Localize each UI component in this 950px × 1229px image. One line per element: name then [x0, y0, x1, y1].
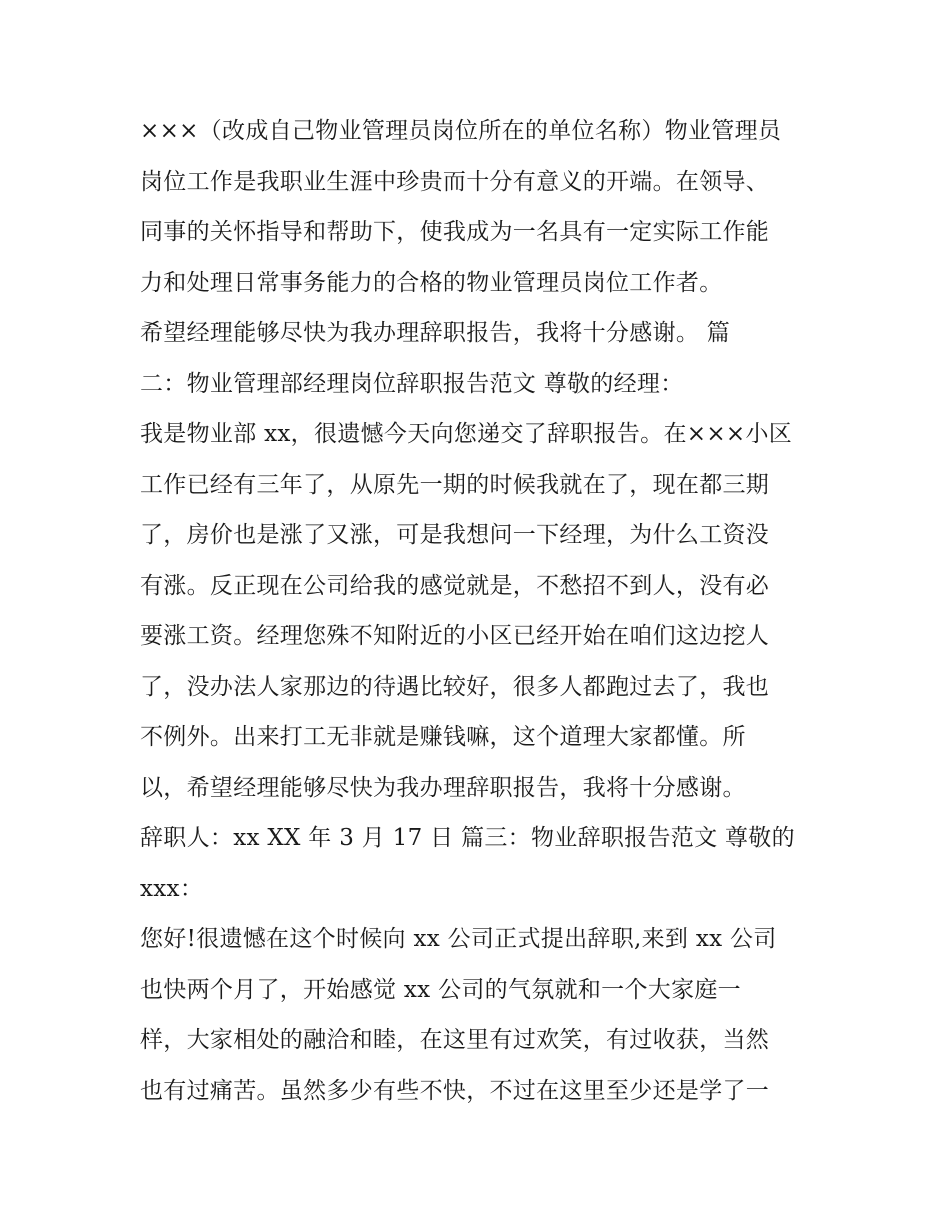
text-line: 有涨。反正现在公司给我的感觉就是，不愁招不到人，没有必 — [140, 572, 770, 599]
text-line: 力和处理日常事务能力的合格的物业管理员岗位工作者。 — [140, 269, 723, 296]
text-line: 以，希望经理能够尽快为我办理辞职报告，我将十分感谢。 — [140, 774, 746, 801]
text-line: 了，没办法人家那边的待遇比较好，很多人都跑过去了，我也 — [140, 673, 770, 700]
text-line: 辞职人：xx XX 年 3 月 17 日 篇三：物业辞职报告范文 尊敬的 — [140, 825, 795, 851]
text-line: 同事的关怀指导和帮助下，使我成为一名具有一定实际工作能 — [140, 219, 770, 245]
text-line: 我是物业部 xx，很遗憾今天向您递交了辞职报告。在×××小区 — [140, 421, 793, 447]
text-line: 工作已经有三年了，从原先一期的时候我就在了，现在都三期 — [140, 471, 770, 498]
text-line: 样，大家相处的融洽和睦，在这里有过欢笑，有过收获，当然 — [140, 1027, 770, 1053]
text-line: 了，房价也是涨了又涨，可是我想问一下经理，为什么工资没 — [140, 522, 770, 548]
text-line: ×××（改成自己物业管理员岗位所在的单位名称）物业管理员 — [140, 118, 782, 144]
text-line: 也快两个月了，开始感觉 xx 公司的气氛就和一个大家庭一 — [140, 976, 741, 1003]
text-line: 要涨工资。经理您殊不知附近的小区已经开始在咱们这边挖人 — [140, 623, 770, 649]
text-line: 您好!很遗憾在这个时候向 xx 公司正式提出辞职,来到 xx 公司 — [140, 926, 777, 952]
text-line: 希望经理能够尽快为我办理辞职报告，我将十分感谢。 篇 — [140, 320, 731, 346]
body-text — [140, 106, 820, 1116]
text-line: 二：物业管理部经理岗位辞职报告范文 尊敬的经理： — [140, 370, 684, 397]
text-line: 不例外。出来打工无非就是赚钱嘛，这个道理大家都懂。所 — [140, 724, 746, 750]
text-line: xxx： — [140, 875, 204, 902]
text-line: 岗位工作是我职业生涯中珍贵而十分有意义的开端。在领导、 — [140, 168, 770, 195]
text-line: 也有过痛苦。虽然多少有些不快，不过在这里至少还是学了一 — [140, 1077, 770, 1104]
